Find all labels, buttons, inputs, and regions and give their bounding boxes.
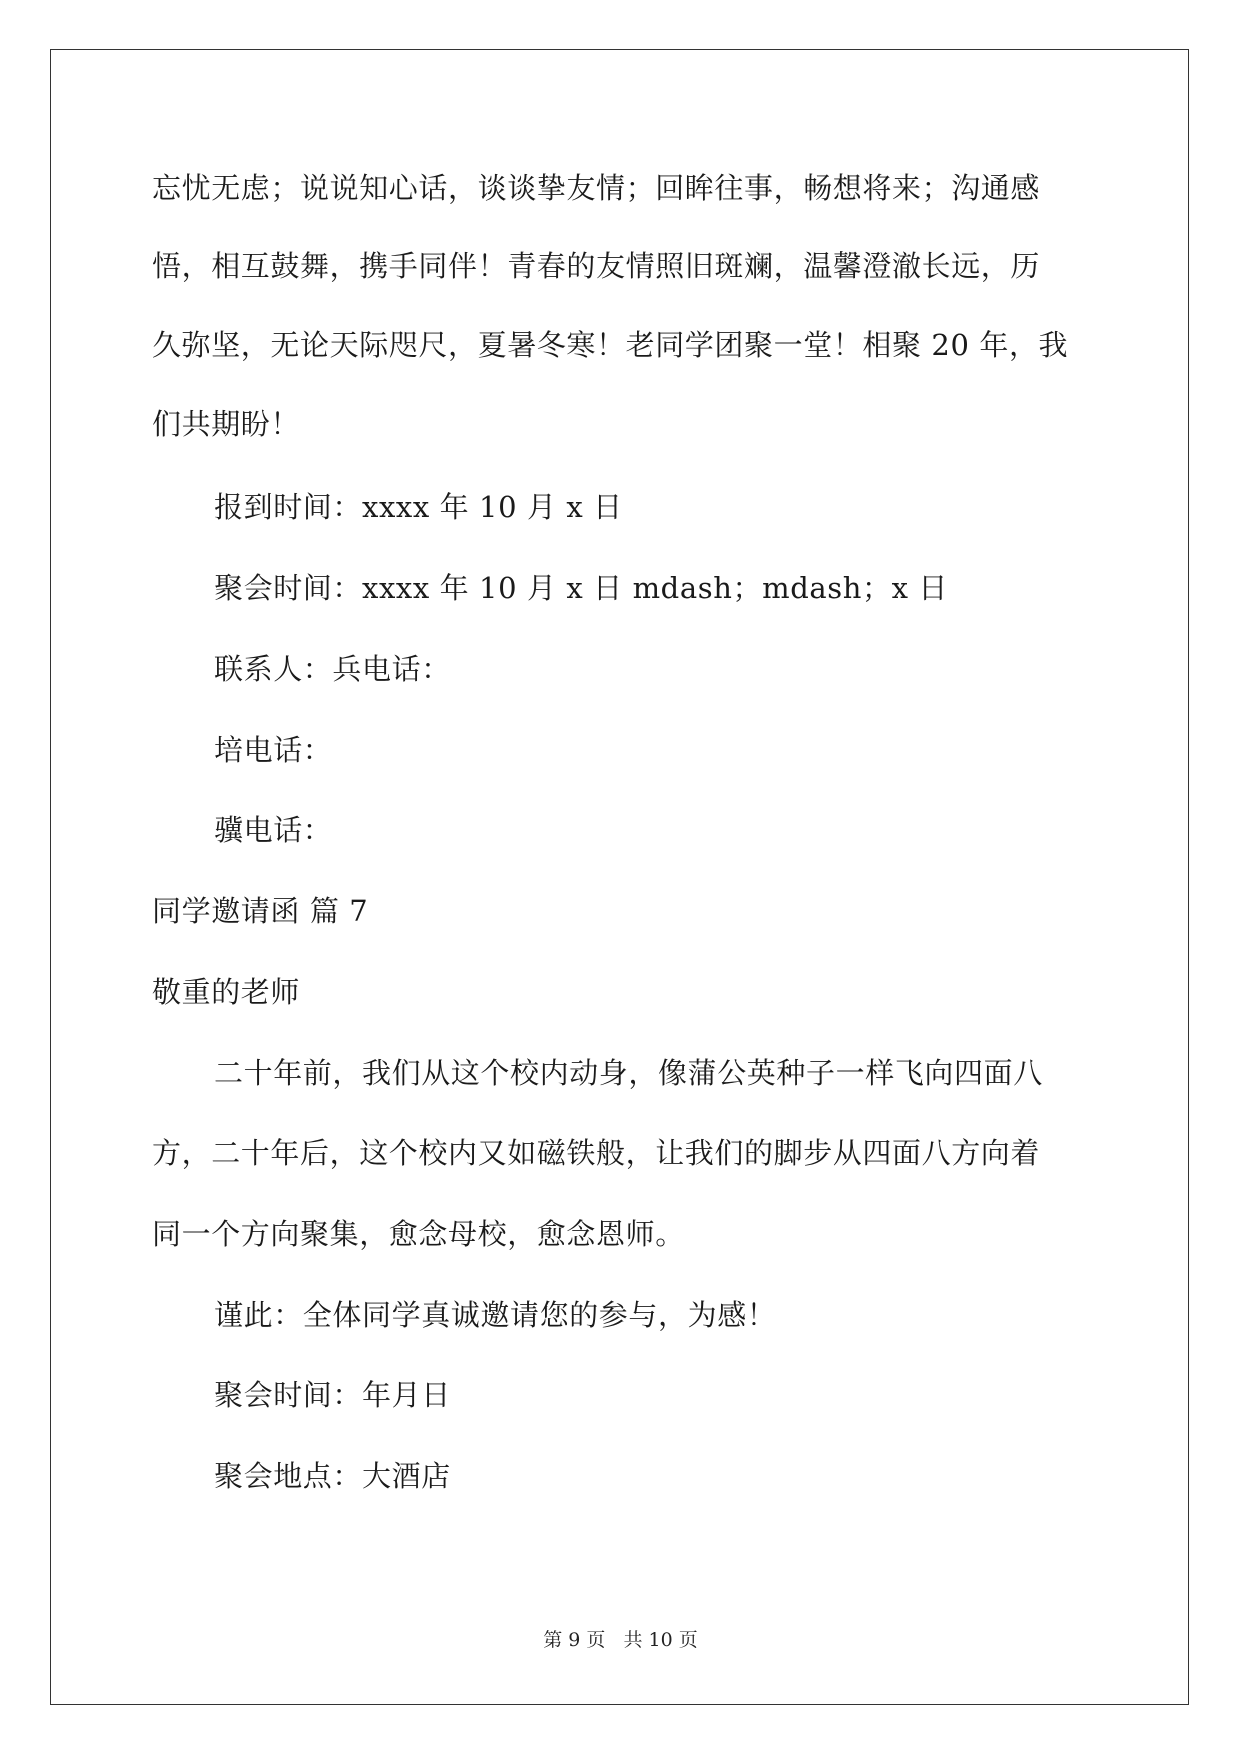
report-time: 报到时间：xxxx 年 10 月 x 日 [214, 490, 623, 524]
paragraph-line: 们共期盼！ [152, 407, 301, 441]
paragraph-line: 悟，相互鼓舞，携手同伴！青春的友情照旧斑斓，温馨澄澈长远，历 [152, 249, 1041, 283]
salutation: 敬重的老师 [152, 975, 301, 1009]
page-border [50, 49, 1189, 1705]
paragraph-line: 同一个方向聚集，愈念母校，愈念恩师。 [152, 1217, 685, 1251]
paragraph-line: 方，二十年后，这个校内又如磁铁般，让我们的脚步从四面八方向着 [152, 1136, 1041, 1170]
page-total: 共 10 页 [623, 1629, 698, 1651]
contact-line: 联系人：兵电话： [214, 652, 451, 686]
meeting-place: 聚会地点：大酒店 [214, 1459, 451, 1493]
paragraph-line: 忘忧无虑；说说知心话，谈谈挚友情；回眸往事，畅想将来；沟通感 [152, 171, 1041, 205]
page-footer [0, 1628, 1241, 1652]
meeting-time: 聚会时间：年月日 [214, 1378, 451, 1412]
meeting-time: 聚会时间：xxxx 年 10 月 x 日 mdash；mdash；x 日 [214, 571, 948, 605]
page-number: 第 9 页 [543, 1629, 606, 1651]
contact-line: 培电话： [214, 733, 333, 767]
paragraph-line: 久弥坚，无论天际咫尺，夏暑冬寒！老同学团聚一堂！相聚 20 年，我 [152, 328, 1069, 362]
contact-line: 骥电话： [214, 813, 333, 847]
paragraph-line: 二十年前，我们从这个校内动身，像蒲公英种子一样飞向四面八 [214, 1056, 1043, 1090]
invite-line: 谨此：全体同学真诚邀请您的参与，为感！ [214, 1298, 777, 1332]
section-title: 同学邀请函 篇 7 [152, 894, 369, 928]
